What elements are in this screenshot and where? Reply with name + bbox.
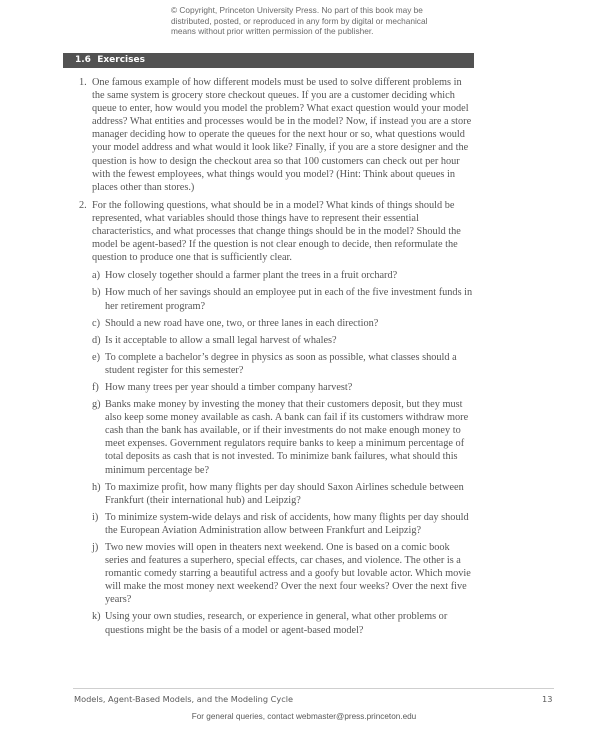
subitem-h — [92, 481, 474, 507]
subitem-j — [92, 541, 474, 606]
subitem-label: f) — [92, 381, 99, 393]
subitem-text: Using your own studies, research, or experience in general, what other problems or questions might be the basis of a model or agent-based model? — [105, 611, 448, 636]
subitem-label: g) — [92, 399, 101, 411]
subitem-f — [92, 381, 474, 394]
subitem-b — [92, 286, 474, 312]
subitem-k — [92, 610, 474, 636]
subitem-g — [92, 398, 474, 477]
exercise-number: 1. — [79, 77, 87, 88]
subitem-text: Two new movies will open in theaters next weekend. One is based on a comic book series and features a superhero, special effects, car chases, and violence. The other is a romantic comedy starring a beautiful actress and a goofy but lovable actor. Which movie will make the most money next weekend? Over the next four weeks? Over the next five years? — [105, 542, 471, 606]
exercise-number: 2. — [79, 199, 87, 211]
subitem-label: h) — [92, 481, 101, 493]
subitem-label: i) — [92, 511, 99, 523]
subitem-text: Is it acceptable to allow a small legal harvest of whales? — [105, 334, 337, 346]
subitem-text: How many trees per year should a timber company harvest? — [105, 381, 353, 393]
subitem-label: k) — [92, 611, 101, 623]
exercise-list — [79, 76, 474, 642]
subitem-label: a) — [92, 270, 100, 282]
subitem-d — [92, 334, 474, 347]
subitem-a — [92, 269, 474, 282]
exercise-subitems — [92, 269, 474, 636]
subitem-i — [92, 511, 474, 537]
subitem-text: How much of her savings should an employee put in each of the five investment funds in her retirement program? — [105, 287, 473, 312]
subitem-text: To complete a bachelor’s degree in physics as soon as possible, what classes should a student register for this semester? — [105, 351, 457, 376]
subitem-label: e) — [92, 351, 100, 363]
footer-divider — [73, 688, 554, 689]
subitem-text: To maximize profit, how many flights per day should Saxon Airlines schedule between Frankfurt (their international hub) and Leipzig? — [105, 481, 464, 506]
subitem-text: Banks make money by investing the money that their customers deposit, but they must also keep some money available as cash. A bank can fail if its customers withdraw more cash than the bank has available, or if their investments do not make enough money to meet expenses. Government regulators require banks to keep a minimum percentage of total deposits as cash that is not invested. To minimize bank failures, what should this minimum percentage be? — [105, 399, 469, 476]
subitem-label: d) — [92, 334, 101, 346]
section-title: 1.6 Exercises — [75, 55, 145, 65]
copyright-notice: © Copyright, Princeton University Press. No part of this book may be distributed, posted, or reproduced in any form by digital or mechanical means without prior written permission of the publisher. — [171, 5, 428, 37]
section-heading — [63, 53, 474, 68]
running-title: Models, Agent-Based Models, and the Modeling Cycle — [74, 694, 294, 704]
subitem-c — [92, 317, 474, 330]
exercise-text: One famous example of how different models must be used to solve different problems in the same system is grocery store checkout queues. If you are a customer deciding which queue to enter, how would you model the problem? What exact question would your model address? What entities and processes would be in the model? Now, if instead you are a store manager deciding how to operate the queues for the next hour or so, what questions would your model address and what would it look like? Finally, if you are a store designer and the question is how to design the checkout area so that 100 customers can check out per hour with the fewest employees, what things would you model? (Hint: Think about queues in places other than stores.) — [92, 77, 472, 193]
page-number: 13 — [542, 694, 553, 704]
contact-line: For general queries, contact webmaster@press.princeton.edu — [191, 712, 417, 721]
subitem-e — [92, 351, 474, 377]
subitem-text: To minimize system-wide delays and risk of accidents, how many flights per day should the European Aviation Administration allow between Frankfurt and Leipzig? — [105, 511, 469, 536]
subitem-label: j) — [92, 542, 99, 553]
exercise-1 — [79, 76, 474, 194]
subitem-label: c) — [92, 317, 100, 329]
subitem-text: How closely together should a farmer plant the trees in a fruit orchard? — [105, 270, 398, 282]
subitem-label: b) — [92, 287, 101, 299]
exercise-2 — [79, 199, 474, 637]
exercise-text: For the following questions, what should be in a model? What kinds of things should be represented, what variables should those things have to represent their essential characteristics, and what processes that change things should be in the model? Should the model be agent-based? If the question is not clear enough to decide, then reformulate the question to produce one that is sufficiently clear. — [92, 199, 461, 264]
subitem-text: Should a new road have one, two, or three lanes in each direction? — [105, 317, 379, 329]
